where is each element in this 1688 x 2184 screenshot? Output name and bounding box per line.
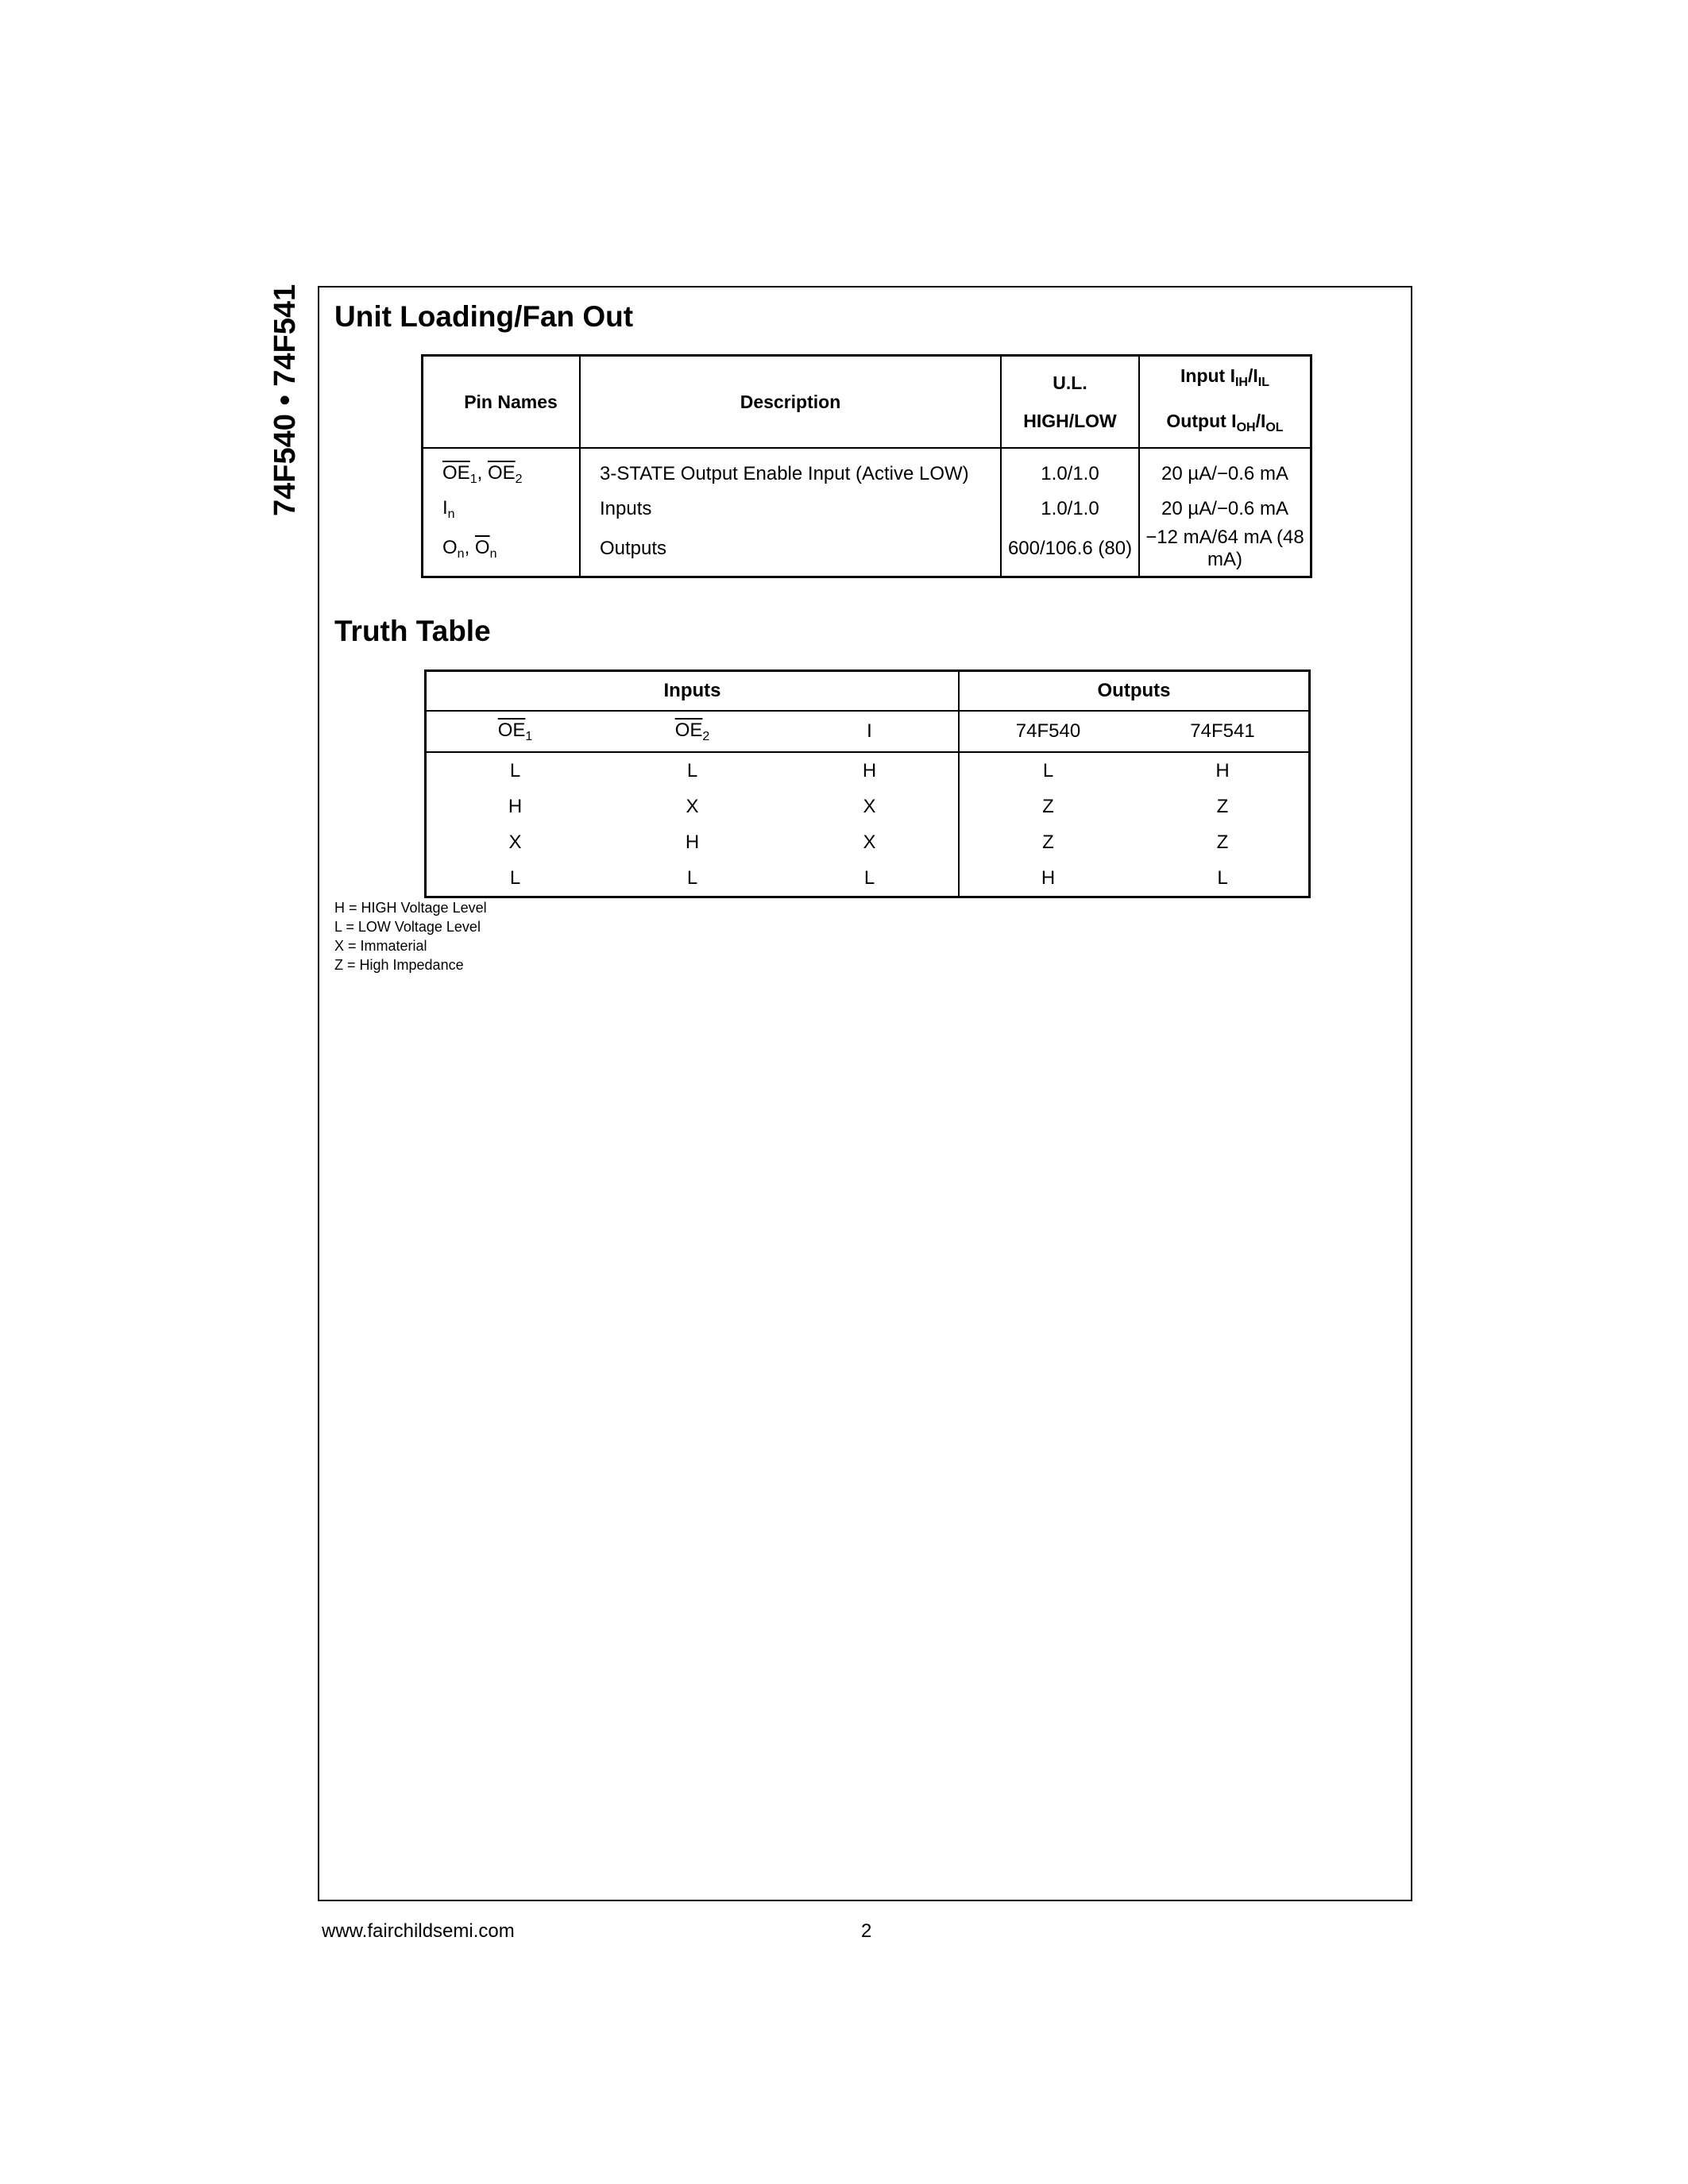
current-cell: 20 µA/−0.6 mA [1139,492,1311,527]
header-input-current: Input $I_{IH}/I_{IL}$ [1180,365,1269,389]
legend-item: H = HIGH Voltage Level [334,900,487,916]
truth-table-heading: Truth Table [334,615,491,647]
truth-cell: L [1217,866,1228,889]
truth-cell: Z [1216,831,1229,853]
truth-cell: H [1215,759,1230,781]
header-description: Description [580,356,1001,449]
column-oe1: $\overline{OE}_1$ [426,711,605,752]
legend-item: X = Immaterial [334,938,427,954]
header-pin-names: Pin Names [423,356,581,449]
truth-table-row [426,824,1310,860]
unit-loading-header-row [423,356,1311,449]
truth-cell: Z [959,824,1137,860]
current-cell: 20 µA/−0.6 mA [1139,448,1311,492]
truth-cell: H [959,860,1137,897]
column-i: I [781,711,959,752]
pin-name-cell: $O_n$, $\overline{O}_n$ [442,536,497,561]
header-current [1139,356,1311,449]
truth-cell: X [863,831,876,853]
truth-table-row [426,860,1310,897]
truth-cell: L [959,752,1137,789]
truth-cell: X [508,831,522,853]
truth-cell: L [863,866,875,889]
truth-cell: L [686,759,698,781]
truth-table-row [426,752,1310,789]
ul-cell: 1.0/1.0 [1001,492,1139,527]
group-inputs: Inputs [426,671,960,712]
truth-cell: Z [1216,795,1229,817]
legend-item: L = LOW Voltage Level [334,919,481,935]
column-oe2: $\overline{OE}_2$ [604,711,781,752]
truth-table-group-row [426,671,1310,712]
truth-cell: L [509,866,521,889]
truth-cell: L [509,759,521,781]
truth-cell: X [863,795,876,817]
truth-cell: L [686,866,698,889]
header-ul-line2: HIGH/LOW [1023,411,1117,431]
unit-loading-table [421,354,1312,578]
column-74f540: 74F540 [959,711,1137,752]
description-cell: Outputs [580,527,1001,577]
ul-cell: 1.0/1.0 [1001,448,1139,492]
truth-table-legend [334,898,487,974]
unit-loading-row [423,527,1311,577]
truth-table-column-row [426,711,1310,752]
document-side-title: 74F540 • 74F541 [268,284,302,516]
unit-loading-row [423,448,1311,492]
truth-cell: H [508,795,523,817]
current-cell: −12 mA/64 mA (48 mA) [1139,527,1311,577]
description-cell: 3-STATE Output Enable Input (Active LOW) [580,448,1001,492]
legend-item: Z = High Impedance [334,957,464,973]
page-number: 2 [861,1920,872,1942]
group-outputs: Outputs [959,671,1310,712]
header-ul-line1: U.L. [1053,372,1087,393]
header-output-current: Output $I_{OH}/I_{OL}$ [1166,411,1284,434]
pin-name-cell: $\overline{OE}_1$, $\overline{OE}_2$ [442,461,523,486]
truth-cell: Z [959,789,1137,824]
truth-table-row [426,789,1310,824]
footer-url[interactable]: www.fairchildsemi.com [322,1920,515,1942]
pin-name-cell: $I_n$ [442,496,455,521]
unit-loading-heading: Unit Loading/Fan Out [334,300,634,333]
column-74f541: 74F541 [1137,711,1310,752]
truth-cell: H [685,831,700,853]
truth-table [424,669,1311,898]
unit-loading-row [423,492,1311,527]
header-ul [1001,356,1139,449]
truth-cell: H [862,759,877,781]
truth-cell: X [686,795,699,817]
description-cell: Inputs [580,492,1001,527]
ul-cell: 600/106.6 (80) [1001,527,1139,577]
